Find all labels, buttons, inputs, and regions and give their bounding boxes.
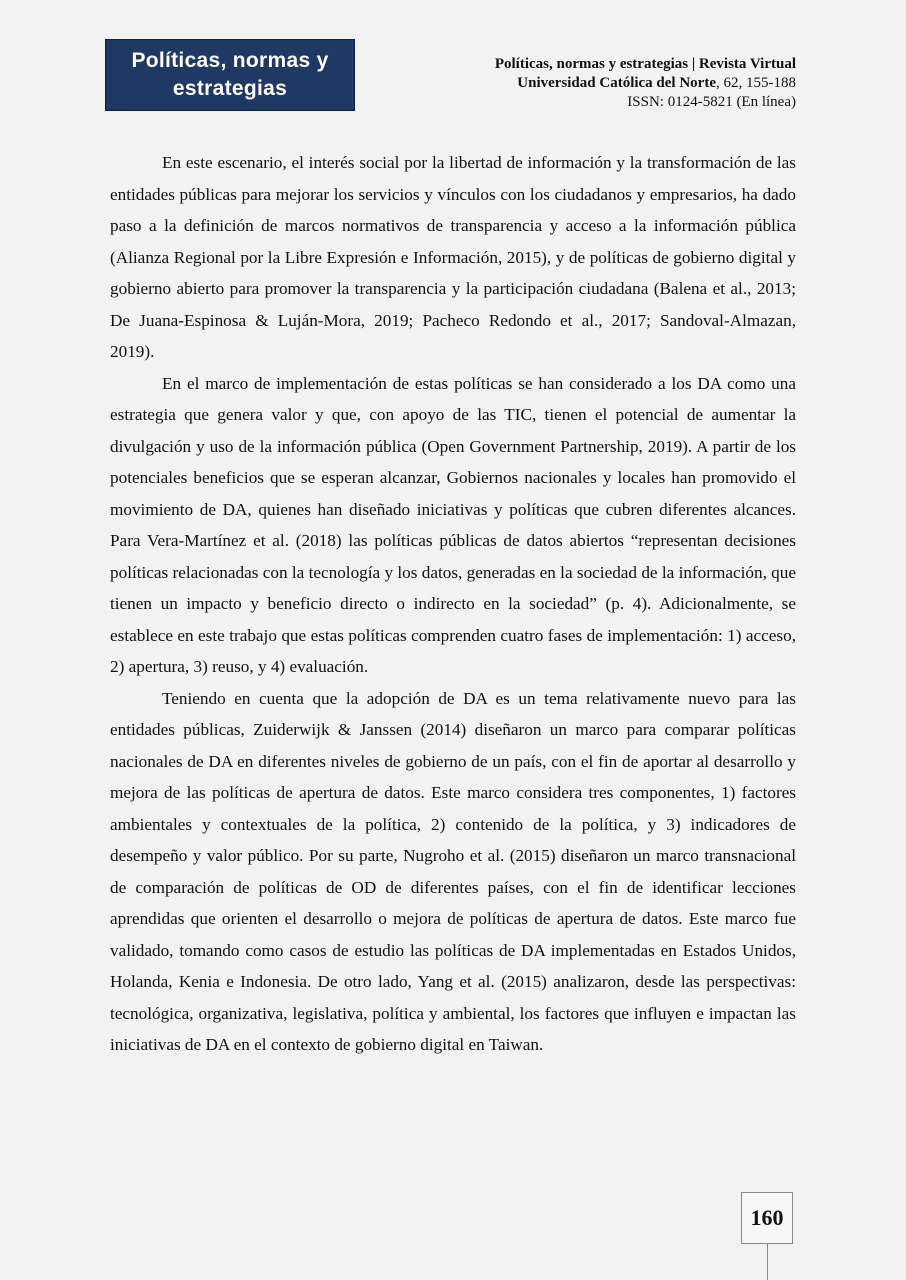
section-badge xyxy=(105,39,355,111)
journal-institution-line xyxy=(495,74,796,93)
paragraph: En este escenario, el interés social por la libertad de información y la transformación de las entidades públicas para mejorar los servicios y vínculos con los ciudadanos y empresarios, ha dado paso a la definición de marcos normativos de transparencia y acceso a la información pública (Alianza Regional por la Libre Expresión e Información, 2015), y de políticas de gobierno digital y gobierno abierto para promover la transparencia y la participación ciudadana (Balena et al., 2013; De Juana-Espinosa & Luján-Mora, 2019; Pacheco Redondo et al., 2017; Sandoval-Almazan, 2019). xyxy=(110,153,796,361)
page-number-rule xyxy=(767,1244,768,1280)
institution-name: Universidad Católica del Norte xyxy=(517,75,716,91)
issn: ISSN: 0124-5821 (En línea) xyxy=(627,94,796,110)
running-head xyxy=(495,55,796,112)
paragraph: Teniendo en cuenta que la adopción de DA es un tema relativamente nuevo para las entidades públicas, Zuiderwijk & Janssen (2014) diseñaron un marco para comparar políticas nacionales de DA en diferentes niveles de gobierno de un país, con el fin de aportar al desarrollo y mejora de las políticas de apertura de datos. Este marco considera tres componentes, 1) factores ambientales y contextuales de la política, 2) contenido de la política, y 3) indicadores de desempeño y valor público. Por su parte, Nugroho et al. (2015) diseñaron un marco transnacional de comparación de políticas de OD de diferentes países, con el fin de identificar lecciones aprendidas que orienten el desarrollo o mejora de políticas de apertura de datos. Este marco fue validado, tomando como casos de estudio las políticas de DA implementadas en Estados Unidos, Holanda, Kenia e Indonesia. De otro lado, Yang et al. (2015) analizaron, desde las perspectivas: tecnológica, organizativa, legislativa, política y ambiental, los factores que influyen e impactan las iniciativas de DA en el contexto de gobierno digital en Taiwan. xyxy=(110,688,796,1054)
paragraph: En el marco de implementación de estas políticas se han considerado a los DA como una estrategia que genera valor y que, con apoyo de las TIC, tienen el potencial de aumentar la divulgación y uso de la información pública (Open Government Partnership, 2019). A partir de los potenciales beneficios que se esperan alcanzar, Gobiernos nacionales y locales han promovido el movimiento de DA, quienes han diseñado iniciativas y políticas que cubren diferentes alcances. Para Vera-Martínez et al. (2018) las políticas públicas de datos abiertos “representan decisiones políticas relacionadas con la tecnología y los datos, generadas en la sociedad de la información, que tienen un impacto y beneficio directo o indirecto en la sociedad” (p. 4). Adicionalmente, se establece en este trabajo que estas políticas comprenden cuatro fases de implementación: 1) acceso, 2) apertura, 3) reuso, y 4) evaluación. xyxy=(110,373,796,676)
body-text xyxy=(110,147,796,1061)
journal-title: Políticas, normas y estrategias | Revista Virtual xyxy=(494,56,796,72)
page-number-box xyxy=(741,1192,793,1244)
volume-pages: , 62, 155-188 xyxy=(716,75,796,91)
page-number: 160 xyxy=(750,1205,784,1230)
section-badge-label: Políticas, normas y estrategias xyxy=(131,49,329,100)
